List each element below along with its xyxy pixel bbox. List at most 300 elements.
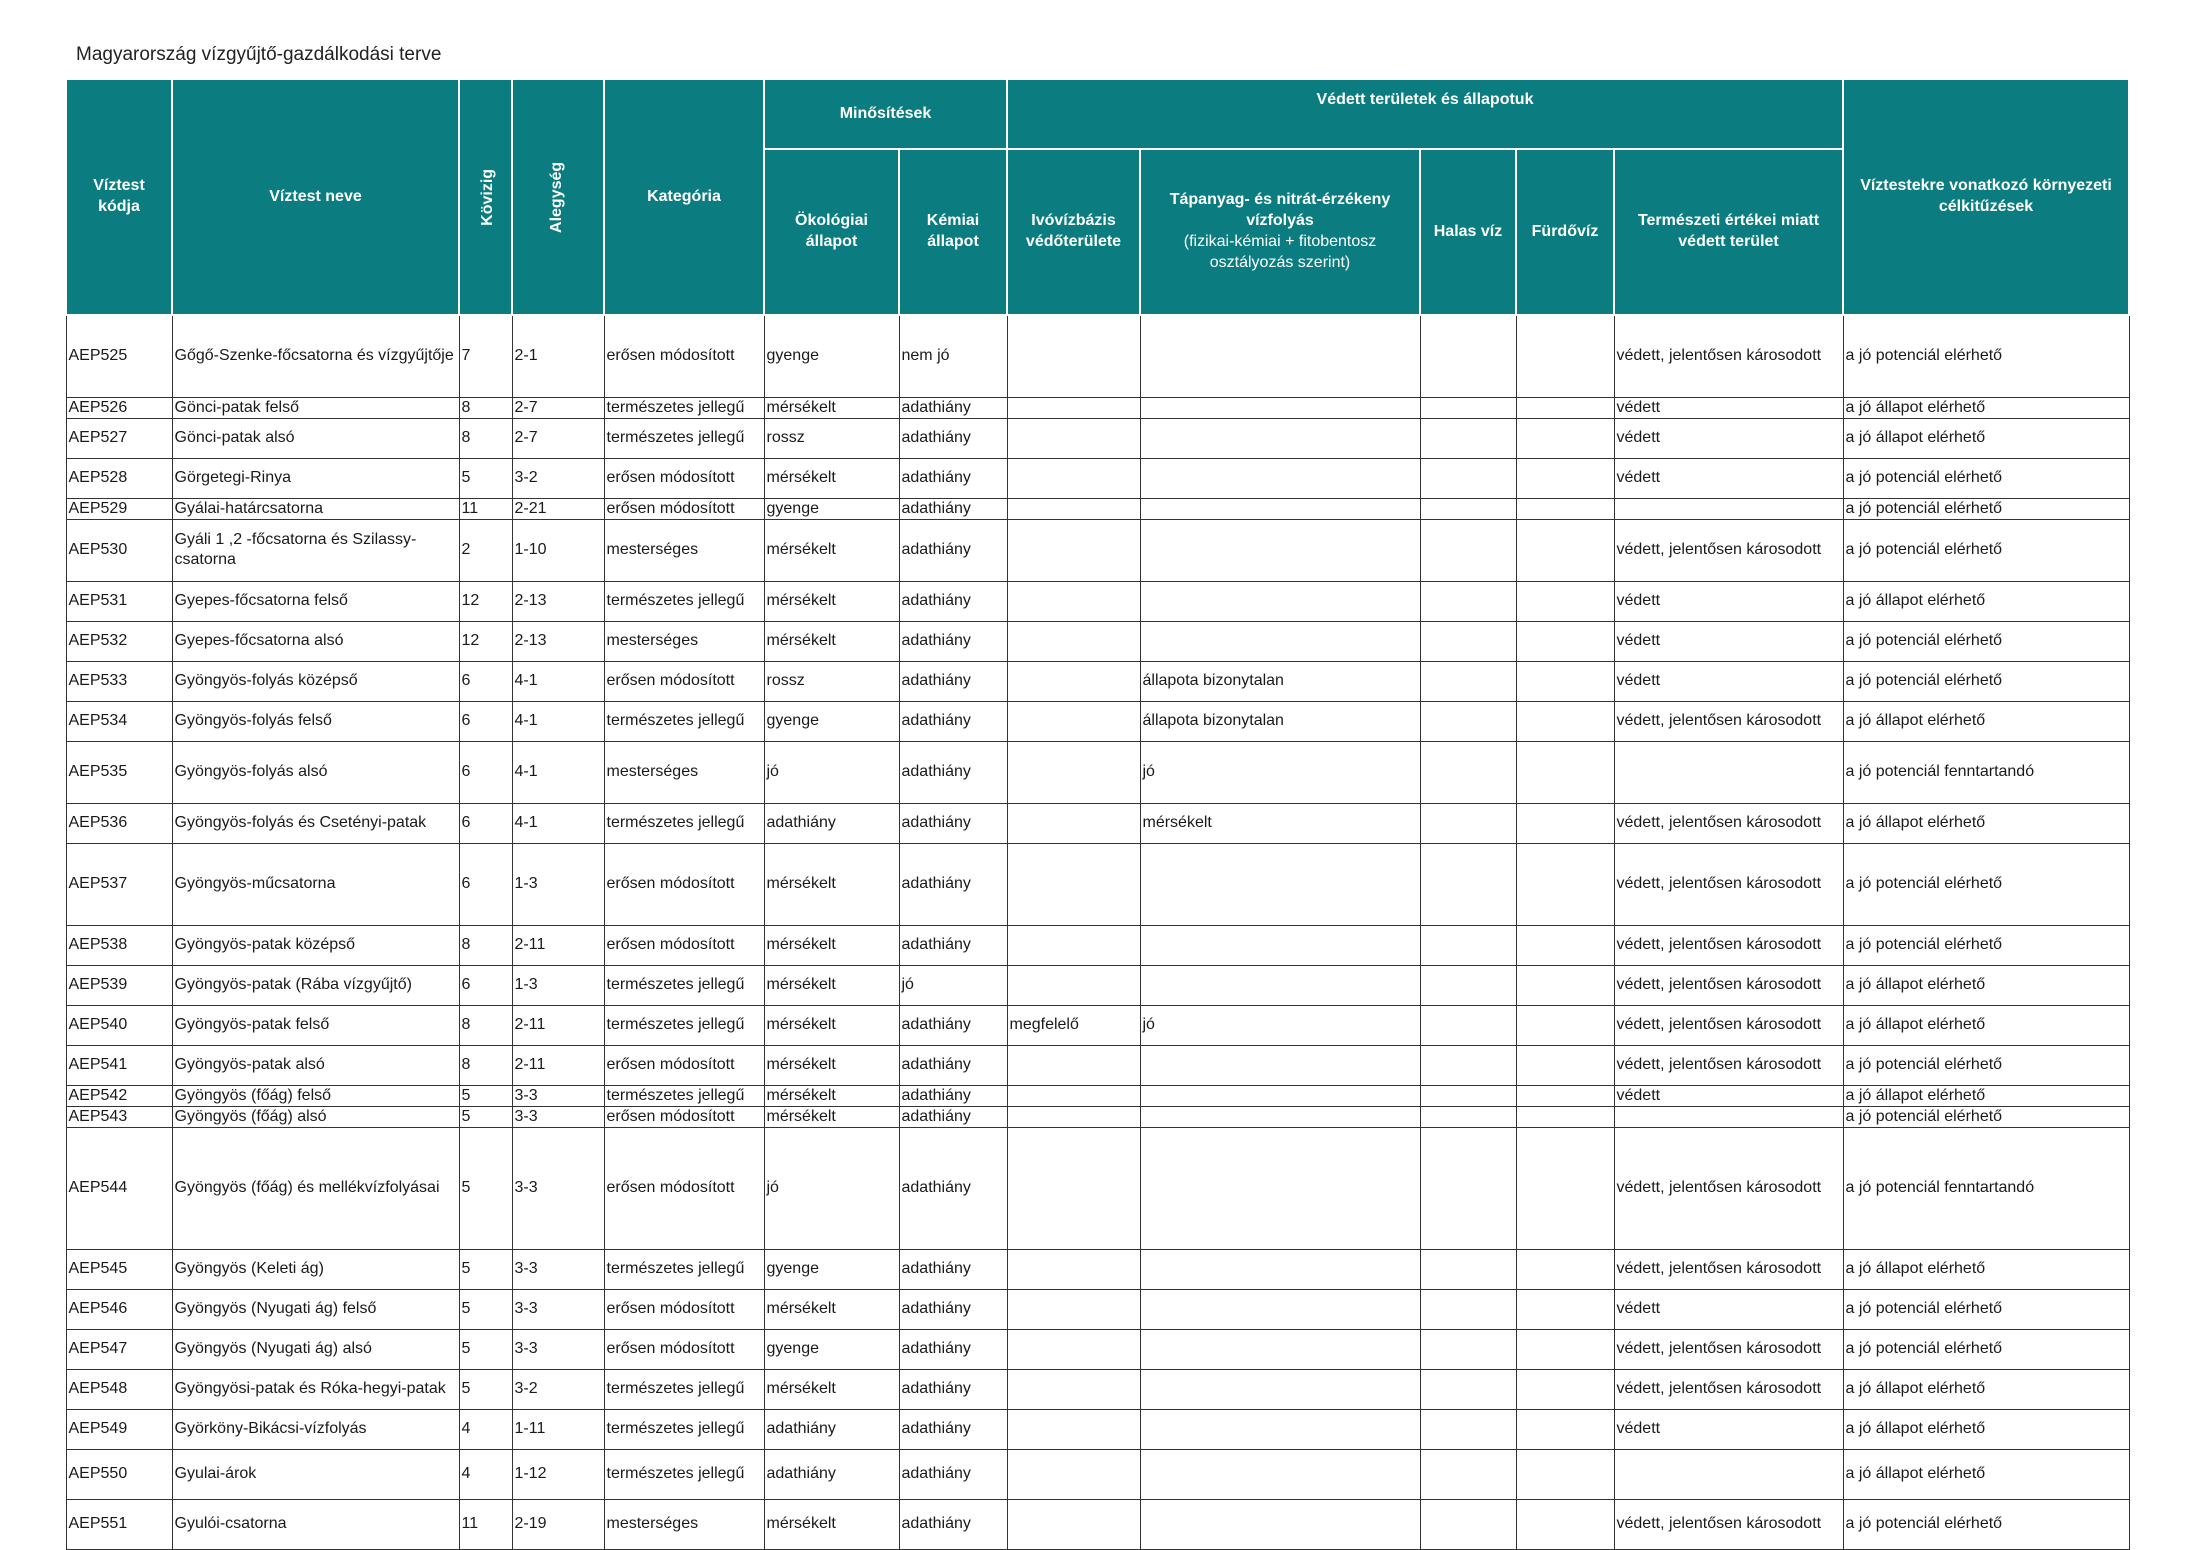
- cell-tapanyag: [1140, 1249, 1420, 1289]
- cell-furdo: [1516, 701, 1614, 741]
- cell-okologiai: adathiány: [764, 1409, 899, 1449]
- cell-alegyseg: 4-1: [512, 803, 604, 843]
- cell-alegyseg: 3-3: [512, 1085, 604, 1106]
- cell-halas: [1420, 581, 1516, 621]
- cell-tapanyag: mérsékelt: [1140, 803, 1420, 843]
- cell-termeszeti: védett, jelentősen károsodott: [1614, 1127, 1843, 1249]
- cell-halas: [1420, 1289, 1516, 1329]
- cell-tapanyag: [1140, 581, 1420, 621]
- cell-kemiai: adathiány: [899, 519, 1007, 581]
- cell-furdo: [1516, 621, 1614, 661]
- cell-name: Gyöngyös-patak felső: [172, 1005, 459, 1045]
- cell-halas: [1420, 843, 1516, 925]
- cell-kemiai: adathiány: [899, 1127, 1007, 1249]
- cell-kemiai: adathiány: [899, 1369, 1007, 1409]
- cell-celkituzes: a jó állapot elérhető: [1843, 803, 2129, 843]
- cell-tapanyag: [1140, 925, 1420, 965]
- cell-alegyseg: 1-3: [512, 843, 604, 925]
- document-title: Magyarország vízgyűjtő-gazdálkodási terve: [76, 44, 442, 65]
- cell-okologiai: mérsékelt: [764, 621, 899, 661]
- cell-kemiai: adathiány: [899, 418, 1007, 458]
- cell-kemiai: adathiány: [899, 1409, 1007, 1449]
- cell-name: Gyöngyös-folyás és Csetényi-patak: [172, 803, 459, 843]
- cell-alegyseg: 2-19: [512, 1499, 604, 1549]
- cell-kemiai: adathiány: [899, 843, 1007, 925]
- cell-kategoria: mesterséges: [604, 519, 764, 581]
- cell-tapanyag: [1140, 1289, 1420, 1329]
- cell-ivoviz: [1007, 1249, 1140, 1289]
- cell-furdo: [1516, 1289, 1614, 1329]
- cell-alegyseg: 2-11: [512, 1045, 604, 1085]
- cell-kategoria: erősen módosított: [604, 925, 764, 965]
- cell-kovizig: 12: [459, 581, 512, 621]
- cell-halas: [1420, 701, 1516, 741]
- cell-name: Gyálai-határcsatorna: [172, 498, 459, 519]
- cell-kovizig: 6: [459, 741, 512, 803]
- cell-kategoria: mesterséges: [604, 741, 764, 803]
- cell-kemiai: adathiány: [899, 1005, 1007, 1045]
- cell-kovizig: 5: [459, 458, 512, 498]
- cell-kemiai: adathiány: [899, 1449, 1007, 1499]
- cell-kemiai: adathiány: [899, 498, 1007, 519]
- cell-kemiai: adathiány: [899, 701, 1007, 741]
- cell-termeszeti: [1614, 498, 1843, 519]
- cell-code: AEP541: [66, 1045, 172, 1085]
- cell-okologiai: gyenge: [764, 1249, 899, 1289]
- cell-ivoviz: [1007, 1127, 1140, 1249]
- cell-celkituzes: a jó potenciál elérhető: [1843, 1106, 2129, 1127]
- cell-kovizig: 6: [459, 661, 512, 701]
- header-minositesek: Minősítések: [764, 79, 1007, 149]
- cell-code: AEP533: [66, 661, 172, 701]
- cell-celkituzes: a jó állapot elérhető: [1843, 1449, 2129, 1499]
- cell-kemiai: adathiány: [899, 1045, 1007, 1085]
- cell-furdo: [1516, 1127, 1614, 1249]
- cell-name: Gyöngyös-műcsatorna: [172, 843, 459, 925]
- cell-celkituzes: a jó állapot elérhető: [1843, 581, 2129, 621]
- cell-tapanyag: állapota bizonytalan: [1140, 701, 1420, 741]
- table-row: [66, 1249, 2129, 1289]
- cell-alegyseg: 3-3: [512, 1106, 604, 1127]
- cell-okologiai: mérsékelt: [764, 1499, 899, 1549]
- cell-termeszeti: védett, jelentősen károsodott: [1614, 1369, 1843, 1409]
- cell-ivoviz: [1007, 661, 1140, 701]
- table-row: [66, 315, 2129, 397]
- cell-kovizig: 6: [459, 701, 512, 741]
- cell-kategoria: erősen módosított: [604, 1329, 764, 1369]
- cell-termeszeti: védett, jelentősen károsodott: [1614, 1045, 1843, 1085]
- table-row: [66, 701, 2129, 741]
- cell-alegyseg: 3-3: [512, 1249, 604, 1289]
- cell-alegyseg: 1-3: [512, 965, 604, 1005]
- cell-kemiai: adathiány: [899, 458, 1007, 498]
- header-tapanyag-title: Tápanyag- és nitrát-érzékeny vízfolyás: [1169, 191, 1391, 230]
- cell-celkituzes: a jó potenciál elérhető: [1843, 661, 2129, 701]
- cell-tapanyag: [1140, 1449, 1420, 1499]
- cell-name: Gyöngyös (Keleti ág): [172, 1249, 459, 1289]
- cell-celkituzes: a jó állapot elérhető: [1843, 418, 2129, 458]
- cell-alegyseg: 3-2: [512, 458, 604, 498]
- cell-termeszeti: [1614, 741, 1843, 803]
- cell-celkituzes: a jó állapot elérhető: [1843, 1369, 2129, 1409]
- cell-code: AEP543: [66, 1106, 172, 1127]
- cell-tapanyag: [1140, 1409, 1420, 1449]
- cell-halas: [1420, 1409, 1516, 1449]
- header-furdoviz: Fürdővíz: [1516, 149, 1614, 315]
- cell-code: AEP549: [66, 1409, 172, 1449]
- header-alegyseg: Alegység: [512, 79, 604, 315]
- cell-name: Gyöngyösi-patak és Róka-hegyi-patak: [172, 1369, 459, 1409]
- table-row: [66, 965, 2129, 1005]
- cell-kovizig: 5: [459, 1085, 512, 1106]
- cell-termeszeti: védett: [1614, 1085, 1843, 1106]
- cell-code: AEP532: [66, 621, 172, 661]
- cell-code: AEP537: [66, 843, 172, 925]
- cell-alegyseg: 4-1: [512, 741, 604, 803]
- cell-tapanyag: [1140, 1106, 1420, 1127]
- table-row: [66, 803, 2129, 843]
- cell-code: AEP534: [66, 701, 172, 741]
- table-row: [66, 1499, 2129, 1549]
- cell-tapanyag: [1140, 458, 1420, 498]
- cell-ivoviz: [1007, 803, 1140, 843]
- cell-okologiai: mérsékelt: [764, 1045, 899, 1085]
- cell-code: AEP540: [66, 1005, 172, 1045]
- cell-tapanyag: [1140, 1499, 1420, 1549]
- cell-halas: [1420, 1249, 1516, 1289]
- cell-kategoria: természetes jellegű: [604, 1085, 764, 1106]
- cell-kovizig: 5: [459, 1127, 512, 1249]
- water-bodies-table: [65, 78, 2130, 1550]
- cell-okologiai: mérsékelt: [764, 1085, 899, 1106]
- header-halas-viz: Halas víz: [1420, 149, 1516, 315]
- cell-name: Gyulai-árok: [172, 1449, 459, 1499]
- cell-name: Gyepes-főcsatorna alsó: [172, 621, 459, 661]
- cell-furdo: [1516, 397, 1614, 418]
- cell-kemiai: nem jó: [899, 315, 1007, 397]
- cell-kovizig: 6: [459, 843, 512, 925]
- cell-name: Gőgő-Szenke-főcsatorna és vízgyűjtője: [172, 315, 459, 397]
- cell-furdo: [1516, 315, 1614, 397]
- table-row: [66, 1329, 2129, 1369]
- cell-kategoria: természetes jellegű: [604, 803, 764, 843]
- cell-okologiai: mérsékelt: [764, 1289, 899, 1329]
- cell-ivoviz: megfelelő: [1007, 1005, 1140, 1045]
- cell-kategoria: erősen módosított: [604, 315, 764, 397]
- cell-furdo: [1516, 581, 1614, 621]
- cell-code: AEP530: [66, 519, 172, 581]
- header-code: Víztest kódja: [66, 79, 172, 315]
- cell-kemiai: adathiány: [899, 925, 1007, 965]
- cell-furdo: [1516, 803, 1614, 843]
- cell-kategoria: természetes jellegű: [604, 701, 764, 741]
- cell-ivoviz: [1007, 1085, 1140, 1106]
- cell-kovizig: 7: [459, 315, 512, 397]
- cell-kemiai: adathiány: [899, 1106, 1007, 1127]
- cell-halas: [1420, 661, 1516, 701]
- cell-celkituzes: a jó állapot elérhető: [1843, 701, 2129, 741]
- cell-name: Gyöngyös-folyás középső: [172, 661, 459, 701]
- cell-ivoviz: [1007, 1106, 1140, 1127]
- cell-kovizig: 11: [459, 1499, 512, 1549]
- cell-kategoria: erősen módosított: [604, 1106, 764, 1127]
- cell-furdo: [1516, 1449, 1614, 1499]
- cell-furdo: [1516, 741, 1614, 803]
- cell-tapanyag: [1140, 418, 1420, 458]
- cell-furdo: [1516, 1106, 1614, 1127]
- cell-kovizig: 8: [459, 1005, 512, 1045]
- cell-alegyseg: 3-2: [512, 1369, 604, 1409]
- cell-termeszeti: védett: [1614, 661, 1843, 701]
- cell-halas: [1420, 498, 1516, 519]
- cell-kategoria: mesterséges: [604, 1499, 764, 1549]
- table-row: [66, 1127, 2129, 1249]
- cell-celkituzes: a jó állapot elérhető: [1843, 1085, 2129, 1106]
- cell-kategoria: mesterséges: [604, 621, 764, 661]
- cell-furdo: [1516, 843, 1614, 925]
- cell-tapanyag: [1140, 1085, 1420, 1106]
- cell-alegyseg: 2-21: [512, 498, 604, 519]
- cell-kategoria: erősen módosított: [604, 458, 764, 498]
- cell-name: Gyulói-csatorna: [172, 1499, 459, 1549]
- cell-okologiai: mérsékelt: [764, 843, 899, 925]
- cell-furdo: [1516, 1329, 1614, 1369]
- cell-code: AEP545: [66, 1249, 172, 1289]
- cell-termeszeti: védett, jelentősen károsodott: [1614, 965, 1843, 1005]
- cell-okologiai: mérsékelt: [764, 581, 899, 621]
- cell-code: AEP526: [66, 397, 172, 418]
- cell-kovizig: 8: [459, 1045, 512, 1085]
- table-row: [66, 1449, 2129, 1499]
- cell-termeszeti: védett, jelentősen károsodott: [1614, 519, 1843, 581]
- cell-tapanyag: [1140, 1045, 1420, 1085]
- cell-kemiai: adathiány: [899, 621, 1007, 661]
- cell-furdo: [1516, 1499, 1614, 1549]
- cell-kategoria: természetes jellegű: [604, 397, 764, 418]
- header-tapanyag: [1140, 149, 1420, 315]
- cell-kovizig: 8: [459, 397, 512, 418]
- cell-kovizig: 5: [459, 1329, 512, 1369]
- cell-kategoria: erősen módosított: [604, 661, 764, 701]
- cell-code: AEP544: [66, 1127, 172, 1249]
- table-row: [66, 925, 2129, 965]
- cell-kovizig: 6: [459, 803, 512, 843]
- cell-kategoria: természetes jellegű: [604, 1005, 764, 1045]
- cell-code: AEP535: [66, 741, 172, 803]
- cell-kategoria: természetes jellegű: [604, 418, 764, 458]
- cell-celkituzes: a jó potenciál elérhető: [1843, 1289, 2129, 1329]
- table-row: [66, 519, 2129, 581]
- cell-celkituzes: a jó potenciál elérhető: [1843, 1499, 2129, 1549]
- cell-alegyseg: 2-11: [512, 925, 604, 965]
- cell-halas: [1420, 458, 1516, 498]
- cell-ivoviz: [1007, 621, 1140, 661]
- cell-halas: [1420, 519, 1516, 581]
- cell-ivoviz: [1007, 701, 1140, 741]
- table-row: [66, 661, 2129, 701]
- cell-tapanyag: [1140, 1369, 1420, 1409]
- cell-ivoviz: [1007, 315, 1140, 397]
- cell-okologiai: rossz: [764, 661, 899, 701]
- cell-ivoviz: [1007, 1499, 1140, 1549]
- cell-okologiai: gyenge: [764, 1329, 899, 1369]
- cell-name: Gönci-patak alsó: [172, 418, 459, 458]
- cell-celkituzes: a jó potenciál fenntartandó: [1843, 741, 2129, 803]
- cell-okologiai: jó: [764, 741, 899, 803]
- cell-tapanyag: [1140, 1127, 1420, 1249]
- cell-termeszeti: védett: [1614, 397, 1843, 418]
- cell-okologiai: mérsékelt: [764, 1005, 899, 1045]
- cell-tapanyag: [1140, 965, 1420, 1005]
- cell-kovizig: 5: [459, 1289, 512, 1329]
- cell-kategoria: erősen módosított: [604, 1127, 764, 1249]
- table-row: [66, 418, 2129, 458]
- cell-ivoviz: [1007, 1329, 1140, 1369]
- cell-kategoria: erősen módosított: [604, 843, 764, 925]
- cell-code: AEP528: [66, 458, 172, 498]
- table-row: [66, 1409, 2129, 1449]
- cell-termeszeti: védett, jelentősen károsodott: [1614, 1499, 1843, 1549]
- cell-celkituzes: a jó potenciál elérhető: [1843, 843, 2129, 925]
- header-kemiai-allapot: Kémiai állapot: [899, 149, 1007, 315]
- header-kategoria: Kategória: [604, 79, 764, 315]
- cell-ivoviz: [1007, 498, 1140, 519]
- cell-code: AEP550: [66, 1449, 172, 1499]
- cell-okologiai: mérsékelt: [764, 925, 899, 965]
- cell-kovizig: 6: [459, 965, 512, 1005]
- cell-okologiai: mérsékelt: [764, 458, 899, 498]
- cell-okologiai: adathiány: [764, 1449, 899, 1499]
- table-row: [66, 458, 2129, 498]
- cell-name: Gyöngyös-patak középső: [172, 925, 459, 965]
- cell-tapanyag: jó: [1140, 1005, 1420, 1045]
- cell-kovizig: 2: [459, 519, 512, 581]
- cell-tapanyag: jó: [1140, 741, 1420, 803]
- cell-kemiai: adathiány: [899, 1499, 1007, 1549]
- cell-furdo: [1516, 418, 1614, 458]
- cell-halas: [1420, 621, 1516, 661]
- cell-termeszeti: védett: [1614, 1289, 1843, 1329]
- table-row: [66, 1106, 2129, 1127]
- cell-celkituzes: a jó állapot elérhető: [1843, 965, 2129, 1005]
- cell-kovizig: 5: [459, 1249, 512, 1289]
- cell-kategoria: erősen módosított: [604, 498, 764, 519]
- cell-kemiai: adathiány: [899, 1249, 1007, 1289]
- table-row: [66, 741, 2129, 803]
- cell-halas: [1420, 1106, 1516, 1127]
- cell-code: AEP542: [66, 1085, 172, 1106]
- cell-okologiai: jó: [764, 1127, 899, 1249]
- cell-kategoria: természetes jellegű: [604, 1249, 764, 1289]
- cell-tapanyag: [1140, 498, 1420, 519]
- cell-kategoria: erősen módosított: [604, 1289, 764, 1329]
- cell-ivoviz: [1007, 1045, 1140, 1085]
- cell-furdo: [1516, 458, 1614, 498]
- cell-okologiai: mérsékelt: [764, 519, 899, 581]
- cell-furdo: [1516, 925, 1614, 965]
- cell-code: AEP539: [66, 965, 172, 1005]
- table-row: [66, 1369, 2129, 1409]
- cell-kovizig: 5: [459, 1369, 512, 1409]
- cell-code: AEP551: [66, 1499, 172, 1549]
- cell-code: AEP547: [66, 1329, 172, 1369]
- cell-ivoviz: [1007, 1449, 1140, 1499]
- header-okologiai-allapot: Ökológiai állapot: [764, 149, 899, 315]
- cell-tapanyag: [1140, 315, 1420, 397]
- cell-alegyseg: 2-7: [512, 397, 604, 418]
- cell-halas: [1420, 315, 1516, 397]
- table-row: [66, 1289, 2129, 1329]
- cell-okologiai: gyenge: [764, 701, 899, 741]
- table-header: [66, 79, 2129, 315]
- cell-okologiai: mérsékelt: [764, 1369, 899, 1409]
- cell-tapanyag: [1140, 843, 1420, 925]
- cell-furdo: [1516, 1045, 1614, 1085]
- cell-name: Gyöngyös-patak (Rába vízgyűjtő): [172, 965, 459, 1005]
- cell-termeszeti: védett: [1614, 581, 1843, 621]
- cell-tapanyag: [1140, 519, 1420, 581]
- cell-name: Gyöngyös (Nyugati ág) felső: [172, 1289, 459, 1329]
- cell-ivoviz: [1007, 519, 1140, 581]
- cell-ivoviz: [1007, 843, 1140, 925]
- cell-furdo: [1516, 1085, 1614, 1106]
- cell-name: Gyöngyös-folyás alsó: [172, 741, 459, 803]
- cell-kemiai: adathiány: [899, 1085, 1007, 1106]
- cell-halas: [1420, 741, 1516, 803]
- header-kovizig: Kövizig: [459, 79, 512, 315]
- cell-kemiai: adathiány: [899, 397, 1007, 418]
- table-row: [66, 1085, 2129, 1106]
- cell-name: Gyepes-főcsatorna felső: [172, 581, 459, 621]
- cell-halas: [1420, 1127, 1516, 1249]
- cell-termeszeti: védett, jelentősen károsodott: [1614, 843, 1843, 925]
- cell-halas: [1420, 803, 1516, 843]
- cell-code: AEP529: [66, 498, 172, 519]
- cell-kemiai: adathiány: [899, 1289, 1007, 1329]
- cell-tapanyag: [1140, 1329, 1420, 1369]
- cell-halas: [1420, 1369, 1516, 1409]
- cell-furdo: [1516, 1409, 1614, 1449]
- cell-termeszeti: védett, jelentősen károsodott: [1614, 925, 1843, 965]
- cell-name: Gyöngyös (főág) felső: [172, 1085, 459, 1106]
- header-tapanyag-subtitle: (fizikai-kémiai + fitobentosz osztályozás szerint): [1183, 233, 1377, 271]
- cell-tapanyag: [1140, 621, 1420, 661]
- cell-alegyseg: 2-11: [512, 1005, 604, 1045]
- cell-kategoria: természetes jellegű: [604, 581, 764, 621]
- cell-okologiai: rossz: [764, 418, 899, 458]
- cell-termeszeti: védett, jelentősen károsodott: [1614, 1249, 1843, 1289]
- cell-kategoria: erősen módosított: [604, 1045, 764, 1085]
- cell-kovizig: 8: [459, 418, 512, 458]
- cell-alegyseg: 2-13: [512, 621, 604, 661]
- cell-halas: [1420, 925, 1516, 965]
- cell-code: AEP525: [66, 315, 172, 397]
- cell-name: Györköny-Bikácsi-vízfolyás: [172, 1409, 459, 1449]
- cell-alegyseg: 1-10: [512, 519, 604, 581]
- cell-code: AEP536: [66, 803, 172, 843]
- cell-okologiai: gyenge: [764, 315, 899, 397]
- cell-code: AEP531: [66, 581, 172, 621]
- table-row: [66, 621, 2129, 661]
- cell-kategoria: természetes jellegű: [604, 1409, 764, 1449]
- cell-ivoviz: [1007, 458, 1140, 498]
- header-vedett-teruletek: Védett területek és állapotuk: [1007, 79, 1843, 149]
- cell-alegyseg: 2-13: [512, 581, 604, 621]
- cell-ivoviz: [1007, 397, 1140, 418]
- cell-okologiai: adathiány: [764, 803, 899, 843]
- table-row: [66, 397, 2129, 418]
- cell-ivoviz: [1007, 741, 1140, 803]
